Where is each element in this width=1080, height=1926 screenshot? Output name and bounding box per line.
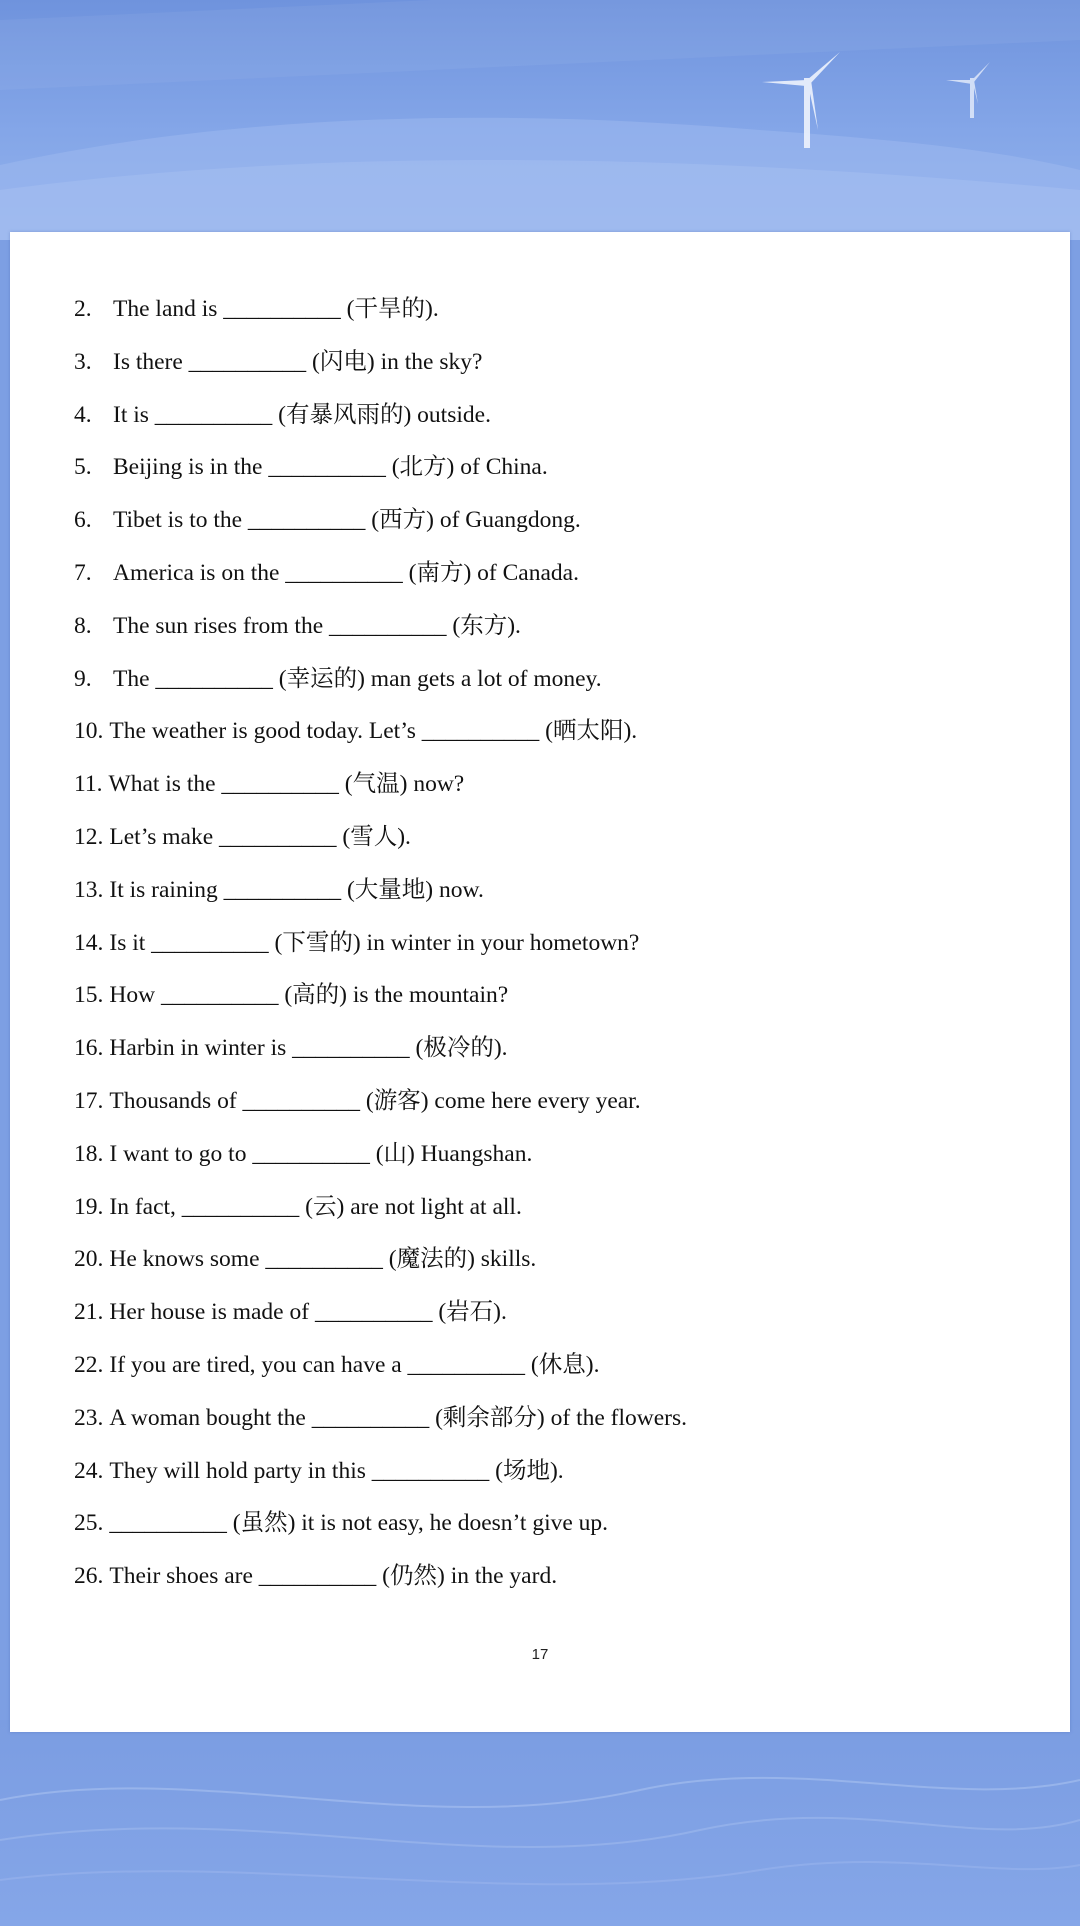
question-text: The sun rises from the __________ (东方). [113,612,521,639]
question-number: 9. [74,665,92,692]
question-number: 19. [74,1193,104,1220]
question-item [74,1456,687,1509]
question-list [74,294,687,1614]
question-number: 13. [74,876,104,903]
page-number: 17 [531,1646,549,1663]
question-number: 2. [74,296,92,322]
question-text: It is __________ (有暴风雨的) outside. [113,401,491,428]
question-text: Harbin in winter is __________ (极冷的). [109,1035,508,1062]
wind-turbine-decoration [0,0,1080,240]
question-item [74,1139,687,1192]
question-number: 15. [74,982,104,1009]
question-item [74,769,687,822]
question-item [74,822,687,875]
question-item [74,452,687,505]
question-text: A woman bought the __________ (剩余部分) of the flowers. [109,1404,688,1431]
header-background [0,0,1080,240]
question-text: America is on the __________ (南方) of Canada. [113,559,579,586]
question-item [74,1561,687,1614]
question-item [74,347,687,400]
question-number: 14. [74,929,104,956]
question-number: 17. [74,1087,104,1114]
question-number: 24. [74,1457,104,1484]
question-item [74,980,687,1033]
footer-background [0,1720,1080,1926]
question-item [74,400,687,453]
question-text: How __________ (高的) is the mountain? [109,982,509,1009]
question-item [74,505,687,558]
wind-turbine-small-icon [946,62,990,118]
question-item [74,558,687,611]
question-text: Is there __________ (闪电) in the sky? [113,348,483,375]
question-text: Their shoes are __________ (仍然) in the yard. [109,1563,558,1590]
question-item [74,1033,687,1086]
question-number: 20. [74,1246,104,1273]
question-number: 26. [74,1563,104,1590]
question-number: 7. [74,559,92,586]
question-item [74,611,687,664]
question-text: They will hold party in this __________ (场地). [109,1457,564,1484]
question-number: 6. [74,507,92,534]
question-text: He knows some __________ (魔法的) skills. [109,1246,537,1273]
question-text: Tibet is to the __________ (西方) of Guangdong. [113,507,581,534]
question-number: 12. [74,823,104,850]
question-number: 4. [74,401,92,428]
question-text: Her house is made of __________ (岩石). [109,1299,507,1326]
question-number: 3. [74,348,92,375]
question-number: 22. [74,1351,104,1378]
question-item [74,664,687,717]
question-text: If you are tired, you can have a __________ (休息). [109,1351,600,1378]
question-text: Let’s make __________ (雪人). [109,823,411,850]
question-text: Is it __________ (下雪的) in winter in your hometown? [109,929,640,956]
question-number: 16. [74,1035,104,1062]
question-text: The __________ (幸运的) man gets a lot of money. [113,665,602,692]
question-item [74,716,687,769]
question-text: What is the __________ (气温) now? [108,771,465,798]
question-item [74,1508,687,1561]
question-number: 8. [74,612,92,639]
question-item [74,875,687,928]
question-item [74,1403,687,1456]
question-number: 5. [74,454,92,481]
question-text: Beijing is in the __________ (北方) of China. [113,454,548,481]
question-text: Thousands of __________ (游客) come here every year. [109,1087,641,1114]
question-item [74,294,687,347]
question-text: The weather is good today. Let’s __________ (晒太阳). [109,718,638,745]
worksheet-page [10,232,1070,1732]
question-item [74,1244,687,1297]
question-text: I want to go to __________ (山) Huangshan. [109,1140,533,1167]
question-item [74,928,687,981]
question-item [74,1086,687,1139]
question-number: 25. [74,1510,104,1537]
question-number: 11. [74,771,103,798]
question-text: It is raining __________ (大量地) now. [109,876,484,903]
question-number: 18. [74,1140,104,1167]
question-text: __________ (虽然) it is not easy, he doesn’t give up. [109,1510,609,1537]
question-item [74,1297,687,1350]
question-number: 10. [74,718,104,745]
question-number: 21. [74,1299,104,1326]
question-item [74,1192,687,1245]
question-item [74,1350,687,1403]
question-text: The land is __________ (干旱的). [113,296,439,322]
question-number: 23. [74,1404,104,1431]
question-text: In fact, __________ (云) are not light at all. [109,1193,522,1220]
